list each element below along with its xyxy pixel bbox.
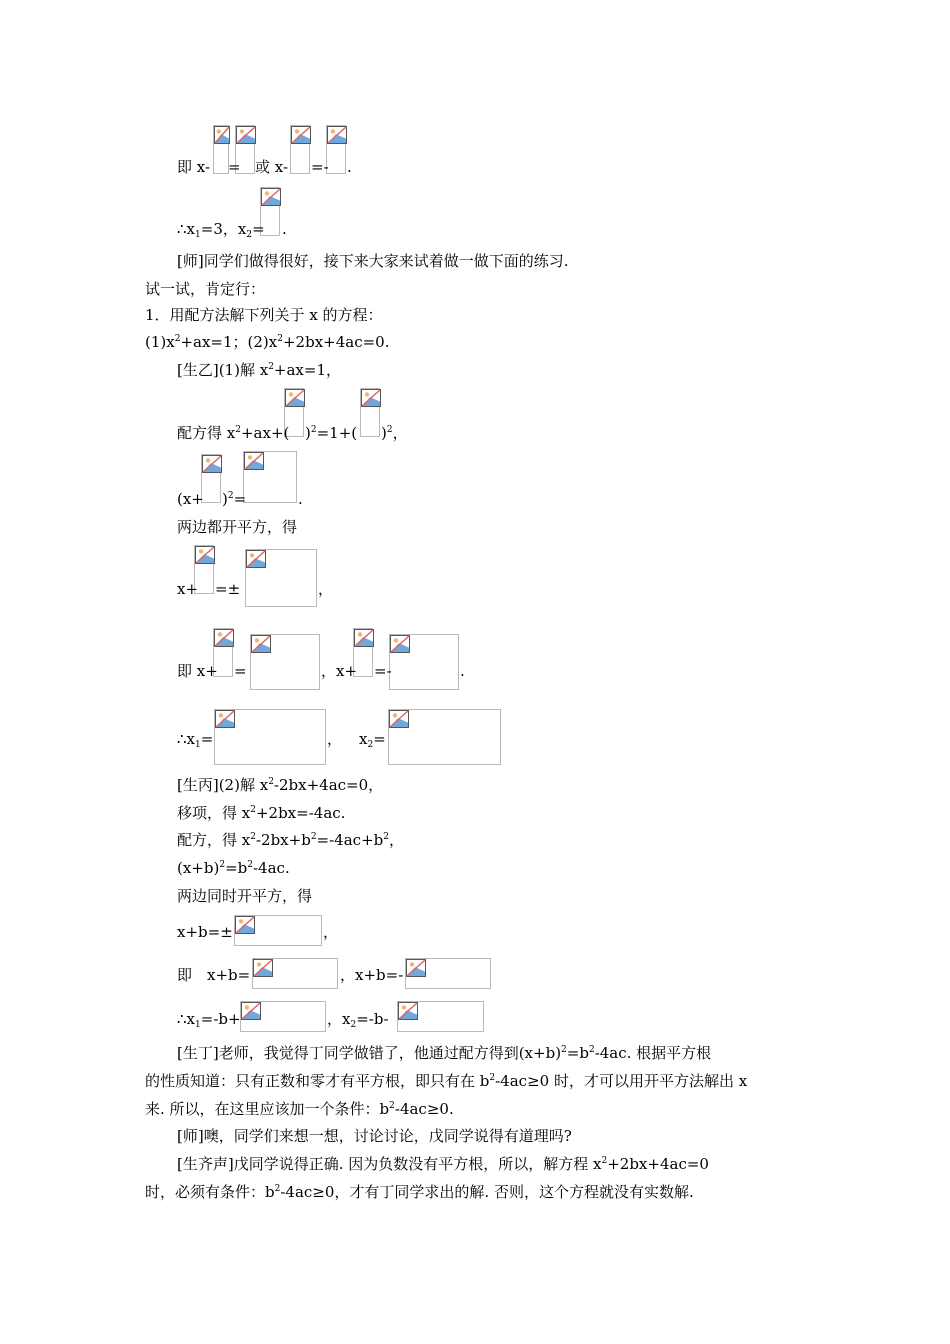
missing-image — [243, 451, 297, 503]
text: +2bx+4ac=0. — [282, 333, 390, 351]
text: ) — [381, 424, 387, 442]
text: (x+b) — [177, 859, 220, 877]
equation-line — [321, 662, 357, 680]
text: ) — [222, 490, 228, 508]
student-line — [177, 776, 383, 794]
text: =- — [374, 662, 392, 680]
superscript: 2 — [268, 777, 274, 787]
text: ， — [323, 923, 339, 941]
text: -4ac. — [252, 859, 290, 877]
text: =b — [566, 1044, 589, 1062]
subscript: 2 — [246, 230, 253, 240]
broken-image-icon — [241, 1002, 261, 1020]
chorus-paragraph — [177, 1155, 709, 1173]
equation-line — [177, 966, 250, 984]
broken-image-icon — [246, 550, 266, 568]
subscript: 1 — [195, 230, 201, 240]
section-heading — [145, 280, 265, 298]
teacher-line — [177, 252, 568, 270]
text: 两边同时开平方，得 — [177, 887, 313, 905]
equation-line — [177, 158, 210, 176]
broken-image-icon — [236, 126, 256, 144]
missing-image — [213, 125, 229, 174]
superscript: 2 — [489, 1073, 496, 1083]
equation-line — [340, 966, 403, 984]
superscript: 2 — [561, 1045, 567, 1055]
broken-image-icon — [361, 389, 381, 407]
superscript: 2 — [274, 1184, 281, 1194]
text: ∴x — [177, 1010, 196, 1028]
broken-image-icon — [261, 188, 281, 206]
missing-image — [252, 958, 338, 989]
equation-line — [177, 220, 265, 238]
equation-line — [327, 730, 342, 748]
missing-image — [234, 915, 322, 946]
text: ∴x — [177, 730, 196, 748]
text: [生丁]老师，我觉得丁同学做错了，他通过配方得到(x+b) — [177, 1044, 562, 1062]
broken-image-icon — [244, 452, 264, 470]
broken-image-icon — [215, 710, 235, 728]
text: -4ac≥0 时，才可以用开平方法解出 x — [495, 1072, 748, 1090]
text: = — [373, 730, 386, 748]
superscript: 2 — [250, 805, 256, 815]
equation-line — [222, 490, 246, 508]
text: . — [282, 220, 287, 238]
equation-line — [177, 1010, 241, 1028]
superscript: 2 — [386, 425, 393, 435]
text: +2bx=-4ac. — [255, 804, 346, 822]
text: -4ac≥0. — [394, 1100, 454, 1118]
subscript: 2 — [350, 1020, 357, 1030]
text: =-b- — [356, 1010, 389, 1028]
superscript: 2 — [235, 425, 241, 435]
equation-line — [327, 1010, 389, 1028]
broken-image-icon — [214, 126, 230, 144]
student-paragraph — [177, 1044, 711, 1062]
broken-image-icon — [285, 389, 305, 407]
text: -2bx+4ac=0， — [273, 776, 384, 794]
text: +ax=1；(2)x — [180, 333, 278, 351]
text: 配方得 x — [177, 424, 236, 442]
equation-line — [323, 923, 338, 941]
equation-line — [177, 831, 404, 849]
text: 即 x- — [177, 158, 211, 176]
equation-line — [215, 580, 240, 598]
text: [生丙](2)解 x — [177, 776, 269, 794]
broken-image-icon — [398, 1002, 418, 1020]
text: [师]噢，同学们来想一想，讨论讨论，戊同学说得有道理吗? — [177, 1127, 572, 1145]
equation-line — [177, 580, 198, 598]
text: 移项，得 x — [177, 804, 251, 822]
equation-line — [347, 158, 352, 176]
text: 的性质知道：只有正数和零才有平方根，即只有在 b — [145, 1072, 490, 1090]
broken-image-icon — [327, 126, 347, 144]
text: ) — [305, 424, 311, 442]
text: [生乙](1)解 x — [177, 361, 269, 379]
text: 1．用配方法解下列关于 x 的方程： — [145, 306, 383, 324]
text: ∴x — [177, 220, 196, 238]
chorus-paragraph — [145, 1183, 694, 1201]
missing-image — [389, 634, 459, 690]
superscript: 2 — [277, 334, 283, 344]
text: ， — [327, 730, 343, 748]
text: -4ac. 根据平方根 — [594, 1044, 712, 1062]
teacher-line — [177, 1127, 572, 1145]
text: -4ac≥0，才有丁同学求出的解. 否则，这个方程就没有实数解. — [280, 1183, 694, 1201]
subscript: 1 — [195, 740, 201, 750]
broken-image-icon — [291, 126, 311, 144]
broken-image-icon — [195, 546, 215, 564]
missing-image — [397, 1001, 484, 1032]
broken-image-icon — [354, 629, 374, 647]
text: x — [359, 730, 368, 748]
broken-image-icon — [406, 959, 426, 977]
equation-line — [359, 730, 386, 748]
equation-line — [460, 662, 465, 680]
step-text — [177, 518, 297, 536]
missing-image — [201, 454, 221, 503]
text: ， — [392, 424, 408, 442]
text: =-b+ — [200, 1010, 241, 1028]
broken-image-icon — [235, 916, 255, 934]
text: ， — [388, 831, 404, 849]
student-paragraph — [145, 1072, 747, 1090]
step-text — [177, 887, 312, 905]
text: ，x+ — [321, 662, 358, 680]
equation-line — [177, 859, 290, 877]
equation-line — [177, 662, 218, 680]
missing-image — [245, 549, 317, 607]
broken-image-icon — [214, 629, 234, 647]
equation-line — [177, 490, 204, 508]
text: +ax+( — [240, 424, 290, 442]
missing-image — [214, 709, 326, 765]
missing-image — [250, 634, 320, 690]
text: 两边都开平方，得 — [177, 518, 298, 536]
missing-image — [326, 125, 346, 174]
subscript: 1 — [195, 1020, 201, 1030]
text: = — [234, 662, 247, 680]
equation-line — [177, 923, 233, 941]
broken-image-icon — [390, 635, 410, 653]
broken-image-icon — [251, 635, 271, 653]
text: 来. 所以，在这里应该加一个条件：b — [145, 1100, 390, 1118]
missing-image — [240, 1001, 326, 1032]
superscript: 2 — [389, 1101, 395, 1111]
text: x+b=± — [177, 923, 233, 941]
text: =b — [225, 859, 248, 877]
equation-line — [228, 158, 241, 176]
text: . — [460, 662, 465, 680]
text: =- — [311, 158, 329, 176]
equation-line — [255, 158, 288, 176]
text: . — [347, 158, 352, 176]
student-line — [177, 361, 341, 379]
equation-line — [311, 158, 329, 176]
text: =± — [215, 580, 241, 598]
text: = — [228, 158, 241, 176]
exercise-equations — [145, 333, 390, 351]
equation-line — [177, 804, 345, 822]
equation-line — [298, 490, 303, 508]
text: = — [233, 490, 247, 508]
text: . — [298, 490, 303, 508]
text: -2bx+b — [255, 831, 311, 849]
equation-line — [282, 220, 287, 238]
equation-line — [374, 662, 392, 680]
subscript: 2 — [367, 740, 374, 750]
missing-image — [388, 709, 501, 765]
text: 或 x- — [255, 158, 289, 176]
equation-line — [318, 580, 333, 598]
text: ，x — [327, 1010, 351, 1028]
superscript: 2 — [227, 491, 234, 501]
equation-line — [381, 424, 408, 442]
text: (x+ — [177, 490, 204, 508]
text: =-4ac+b — [316, 831, 384, 849]
equation-line — [177, 424, 289, 442]
text: +ax=1， — [273, 361, 342, 379]
broken-image-icon — [253, 959, 273, 977]
equation-line — [177, 730, 213, 748]
text: +2bx+4ac=0 — [607, 1155, 709, 1173]
text: ，x+b=- — [340, 966, 404, 984]
text: =1+( — [316, 424, 358, 442]
text: 配方，得 x — [177, 831, 251, 849]
superscript: 2 — [250, 832, 256, 842]
superscript: 2 — [588, 1045, 595, 1055]
superscript: 2 — [601, 1156, 608, 1166]
equation-line — [305, 424, 357, 442]
superscript: 2 — [310, 832, 317, 842]
broken-image-icon — [389, 710, 409, 728]
missing-image — [360, 388, 380, 437]
text: [生齐声]戊同学说得正确. 因为负数没有平方根，所以，解方程 x — [177, 1155, 602, 1173]
text: = — [200, 730, 214, 748]
text: x+ — [177, 580, 199, 598]
superscript: 2 — [174, 334, 181, 344]
superscript: 2 — [247, 860, 253, 870]
text: 试一试，肯定行： — [145, 280, 266, 298]
text: ， — [318, 580, 334, 598]
superscript: 2 — [383, 832, 389, 842]
superscript: 2 — [219, 860, 226, 870]
text: 时，必须有条件：b — [145, 1183, 275, 1201]
equation-line — [234, 662, 247, 680]
text: 即 x+ — [177, 662, 218, 680]
superscript: 2 — [310, 425, 317, 435]
text: = — [252, 220, 265, 238]
text: (1)x — [145, 333, 175, 351]
text: [师]同学们做得很好，接下来大家来试着做一做下面的练习. — [177, 252, 569, 270]
student-paragraph — [145, 1100, 454, 1118]
text: =3，x — [200, 220, 247, 238]
missing-image — [290, 125, 310, 174]
superscript: 2 — [268, 362, 274, 372]
exercise-question — [145, 306, 383, 324]
text: 即 x+b= — [177, 966, 251, 984]
missing-image — [405, 958, 491, 989]
broken-image-icon — [202, 455, 222, 473]
